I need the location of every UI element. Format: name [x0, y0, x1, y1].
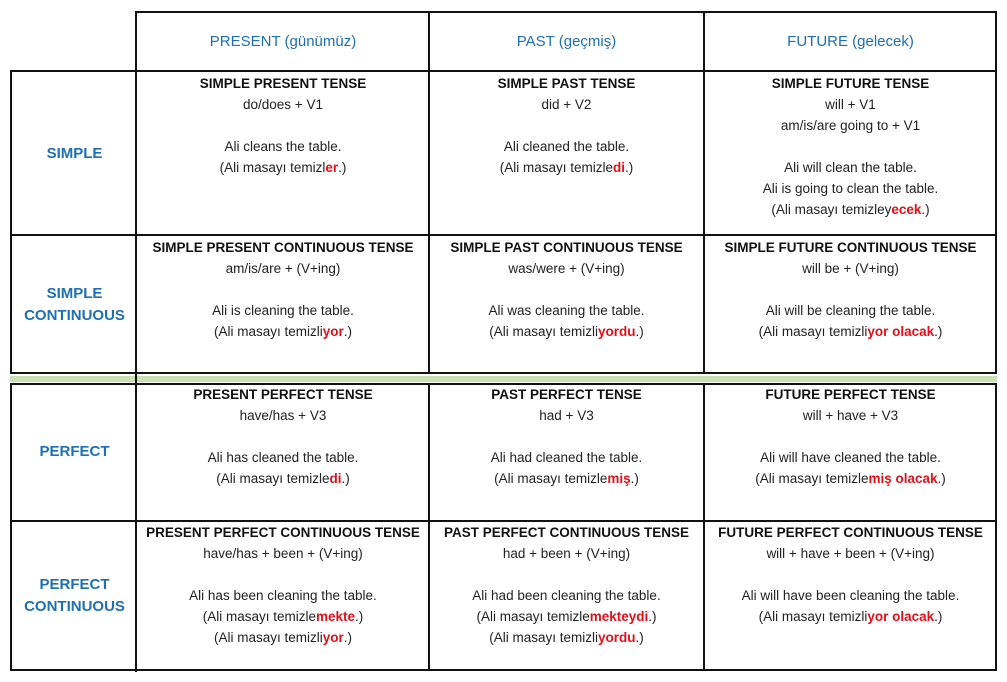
- translation-suffix: miş: [607, 471, 631, 486]
- translation-end: .): [934, 609, 943, 624]
- translation-suffix: miş olacak: [868, 471, 938, 486]
- tense-cell: [137, 72, 429, 236]
- tense-cell: [429, 72, 704, 236]
- tense-formula: have/has + V3: [239, 408, 327, 423]
- column-header-future: [704, 12, 997, 71]
- tense-cell: [137, 521, 429, 670]
- translation-stem: (Ali masayı temizle: [755, 471, 869, 486]
- translation-stem: (Ali masayı temizle: [494, 471, 608, 486]
- turkish-translation: [137, 627, 429, 648]
- row-label: [12, 521, 137, 670]
- translation-stem: (Ali masayı temizle: [476, 609, 590, 624]
- grid-line: [10, 372, 997, 374]
- translation-stem: (Ali masayı temizl: [219, 160, 326, 175]
- grid-line: [10, 70, 12, 374]
- row-label-text: [39, 441, 109, 463]
- tense-formula: did + V2: [541, 97, 592, 112]
- grid-line: [703, 11, 705, 374]
- turkish-translation: [137, 321, 429, 342]
- translation-end: .): [934, 324, 943, 339]
- turkish-translation: [137, 606, 429, 627]
- tense-formula: am/is/are going to + V1: [780, 118, 921, 133]
- translation-end: .): [355, 609, 364, 624]
- turkish-translation: [429, 606, 704, 627]
- tense-formula: was/were + (V+ing): [508, 261, 625, 276]
- grid-line: [135, 11, 997, 13]
- translation-stem: (Ali masayı temizli: [758, 609, 868, 624]
- row-label: [12, 236, 137, 373]
- tense-formula: am/is/are + (V+ing): [225, 261, 341, 276]
- row-label: [12, 383, 137, 521]
- translation-stem: (Ali masayı temizli: [758, 324, 868, 339]
- column-header-label: PAST (geçmiş): [516, 33, 617, 50]
- example-sentence: Ali had cleaned the table.: [490, 450, 643, 465]
- example-sentence: Ali will have cleaned the table.: [760, 450, 941, 465]
- section-divider: [10, 376, 997, 382]
- tense-title: FUTURE PERFECT TENSE: [765, 387, 936, 402]
- translation-suffix: yor olacak: [867, 609, 935, 624]
- turkish-translation: [704, 606, 997, 627]
- translation-end: .): [635, 630, 644, 645]
- translation-stem: (Ali masayı temizle: [216, 471, 330, 486]
- row-label-text: [47, 143, 103, 165]
- spacer: [429, 279, 704, 300]
- translation-suffix: yor: [322, 324, 344, 339]
- spacer: [137, 564, 429, 585]
- grid-line: [995, 11, 997, 374]
- grid-line: [10, 383, 12, 671]
- grid-line: [10, 669, 997, 671]
- translation-end: .): [338, 160, 347, 175]
- turkish-translation: [429, 468, 704, 489]
- turkish-translation: [429, 321, 704, 342]
- tense-title: SIMPLE FUTURE TENSE: [771, 76, 930, 91]
- translation-stem: (Ali masayı temizli: [489, 630, 598, 645]
- tense-title: SIMPLE FUTURE CONTINUOUS TENSE: [724, 240, 977, 255]
- example-sentence: Ali is cleaning the table.: [212, 303, 354, 318]
- translation-end: .): [635, 324, 644, 339]
- spacer: [137, 279, 429, 300]
- example-sentence: Ali has cleaned the table.: [207, 450, 359, 465]
- grid-line: [10, 383, 997, 385]
- translation-stem: (Ali masayı temizli: [213, 324, 323, 339]
- spacer: [137, 426, 429, 447]
- tense-formula: do/does + V1: [243, 97, 323, 112]
- translation-end: .): [343, 630, 353, 645]
- grid-line: [428, 383, 430, 671]
- tense-formula: had + been + (V+ing): [502, 546, 631, 561]
- example-sentence: Ali had been cleaning the table.: [472, 588, 661, 603]
- tense-title: PRESENT PERFECT TENSE: [193, 387, 373, 402]
- translation-end: .): [630, 471, 639, 486]
- tense-cell: [704, 383, 997, 521]
- example-sentence: Ali is going to clean the table.: [762, 181, 939, 196]
- translation-suffix: mekte: [316, 609, 356, 624]
- column-header-past: [429, 12, 704, 71]
- row-label-text: [24, 283, 125, 327]
- tense-title: SIMPLE PRESENT CONTINUOUS TENSE: [152, 240, 414, 255]
- row-label-line: SIMPLE: [46, 145, 103, 162]
- tense-cell: [704, 236, 997, 373]
- tense-title: PAST PERFECT CONTINUOUS TENSE: [443, 525, 690, 540]
- row-label-line: CONTINUOUS: [24, 306, 125, 324]
- translation-suffix: ecek: [891, 202, 922, 217]
- translation-end: .): [341, 471, 350, 486]
- tense-title: PAST PERFECT TENSE: [491, 387, 642, 402]
- row-label-line: PERFECT: [39, 575, 110, 593]
- translation-end: .): [921, 202, 930, 217]
- example-sentence: Ali will clean the table.: [784, 160, 917, 175]
- column-header-label: PRESENT (günümüz): [209, 33, 357, 50]
- tense-title: FUTURE PERFECT CONTINUOUS TENSE: [718, 525, 983, 540]
- turkish-translation: [137, 468, 429, 489]
- grid-line: [428, 11, 430, 374]
- turkish-translation: [704, 199, 997, 220]
- turkish-translation: [429, 627, 704, 648]
- grid-line: [135, 11, 137, 672]
- spacer: [429, 115, 704, 136]
- tense-cell: [429, 236, 704, 373]
- translation-stem: (Ali masayı temizley: [771, 202, 892, 217]
- turkish-translation: [429, 157, 704, 178]
- example-sentence: Ali cleans the table.: [224, 139, 342, 154]
- translation-suffix: yor olacak: [867, 324, 935, 339]
- row-label-line: PERFECT: [39, 443, 110, 460]
- translation-end: .): [343, 324, 353, 339]
- tense-formula: will + V1: [825, 97, 876, 112]
- row-label-line: SIMPLE: [46, 284, 103, 302]
- spacer: [704, 426, 997, 447]
- translation-suffix: yordu: [598, 324, 636, 339]
- row-label-text: [24, 574, 125, 618]
- turkish-translation: [704, 468, 997, 489]
- translation-stem: (Ali masayı temizle: [202, 609, 316, 624]
- tense-formula: have/has + been + (V+ing): [203, 546, 363, 561]
- row-label: [12, 72, 137, 236]
- example-sentence: Ali was cleaning the table.: [488, 303, 645, 318]
- translation-suffix: yor: [322, 630, 344, 645]
- tense-cell: [429, 383, 704, 521]
- tense-cell: [429, 521, 704, 670]
- translation-end: .): [648, 609, 657, 624]
- tense-title: SIMPLE PRESENT TENSE: [199, 76, 367, 91]
- grid-line: [10, 70, 997, 72]
- example-sentence: Ali will be cleaning the table.: [765, 303, 936, 318]
- column-header-present: [137, 12, 429, 71]
- translation-suffix: er: [325, 160, 339, 175]
- tense-title: SIMPLE PAST TENSE: [497, 76, 636, 91]
- turkish-translation: [137, 157, 429, 178]
- spacer: [429, 564, 704, 585]
- translation-end: .): [937, 471, 946, 486]
- translation-suffix: di: [329, 471, 342, 486]
- tense-title: PRESENT PERFECT CONTINUOUS TENSE: [146, 525, 420, 540]
- grid-line: [10, 234, 997, 236]
- spacer: [704, 136, 997, 157]
- example-sentence: Ali cleaned the table.: [503, 139, 630, 154]
- spacer: [137, 115, 429, 136]
- grid-line: [703, 383, 705, 671]
- spacer: [704, 279, 997, 300]
- translation-stem: (Ali masayı temizle: [499, 160, 614, 175]
- spacer: [429, 426, 704, 447]
- translation-suffix: mekteydi: [589, 609, 649, 624]
- example-sentence: Ali has been cleaning the table.: [189, 588, 377, 603]
- tense-formula: will + have + been + (V+ing): [766, 546, 935, 561]
- turkish-translation: [704, 321, 997, 342]
- tense-formula: will + have + V3: [802, 408, 899, 423]
- translation-stem: (Ali masayı temizli: [489, 324, 598, 339]
- translation-stem: (Ali masayı temizli: [213, 630, 323, 645]
- row-label-line: CONTINUOUS: [24, 597, 125, 615]
- grid-line: [995, 383, 997, 671]
- example-sentence: Ali will have been cleaning the table.: [741, 588, 960, 603]
- tense-title: SIMPLE PAST CONTINUOUS TENSE: [450, 240, 683, 255]
- tense-cell: [137, 236, 429, 373]
- tense-cell: [704, 72, 997, 236]
- column-header-label: FUTURE (gelecek): [787, 33, 914, 50]
- translation-suffix: yordu: [598, 630, 636, 645]
- tense-cell: [704, 521, 997, 670]
- translation-suffix: di: [613, 160, 626, 175]
- spacer: [704, 564, 997, 585]
- tense-cell: [137, 383, 429, 521]
- tense-formula: had + V3: [539, 408, 594, 423]
- grid-line: [10, 520, 997, 522]
- tense-formula: will be + (V+ing): [802, 261, 899, 276]
- translation-end: .): [625, 160, 634, 175]
